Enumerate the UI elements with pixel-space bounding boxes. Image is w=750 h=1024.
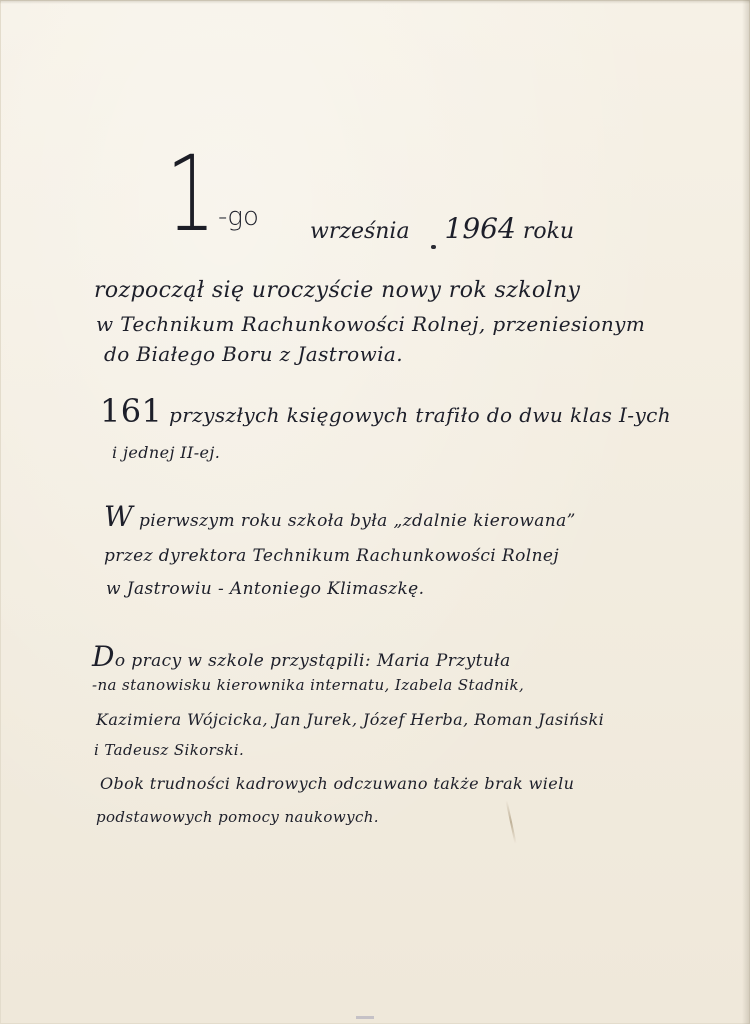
- paragraph3-line1: [104, 500, 576, 533]
- pencil-stroke-mark: [505, 800, 516, 843]
- page-right-edge: [742, 0, 750, 1024]
- paragraph4-line5: Obok trudności kadrowych odczuwano także brak wielu: [100, 774, 575, 793]
- paragraph2-line2: i jednej II-ej.: [112, 443, 221, 462]
- paragraph3-line3: w Jastrowiu - Antoniego Klimaszkę.: [106, 579, 425, 599]
- paragraph4-line3: Kazimiera Wójcicka, Jan Jurek, Józef Herba, Roman Jasiński: [96, 710, 605, 729]
- date-month: września: [310, 219, 410, 244]
- paragraph1-line3: do Białego Boru z Jastrowia.: [104, 342, 404, 366]
- student-count: 161: [100, 392, 163, 430]
- paragraph3-line2: przez dyrektora Technikum Rachunkowości Rolnej: [104, 546, 560, 566]
- bottom-ink-mark: [356, 1016, 374, 1019]
- paragraph3-initial: W: [104, 500, 134, 533]
- paragraph4-initial: D: [92, 640, 115, 673]
- paragraph1-line1: rozpoczął się uroczyście nowy rok szkolny: [94, 278, 581, 303]
- ink-mark: [431, 245, 436, 249]
- paragraph2-line1-rest: przyszłych księgowych trafiło do dwu klas I-ych: [169, 403, 672, 427]
- paragraph4-line6: podstawowych pomocy naukowych.: [96, 808, 379, 826]
- paragraph4-line4: i Tadeusz Sikorski.: [94, 741, 245, 759]
- date-rest: [310, 212, 574, 245]
- page-top-edge: [0, 0, 750, 4]
- date-ordinal-suffix: -go: [218, 202, 259, 232]
- paragraph1-line2: w Technikum Rachunkowości Rolnej, przeniesionym: [96, 312, 646, 336]
- paragraph4-line1-rest: o pracy w szkole przystąpili: Maria Przytuła: [114, 651, 511, 671]
- date-day-number: 1: [166, 133, 216, 255]
- paragraph4-line1: [92, 640, 511, 673]
- paragraph4-line2: -na stanowisku kierownika internatu, Izabela Stadnik,: [92, 676, 525, 694]
- date-year: 1964: [444, 212, 516, 245]
- paragraph2-line1: [100, 392, 671, 430]
- paragraph3-line1-rest: pierwszym roku szkoła była „zdalnie kierowana”: [139, 511, 576, 531]
- date-word-year: roku: [522, 219, 575, 244]
